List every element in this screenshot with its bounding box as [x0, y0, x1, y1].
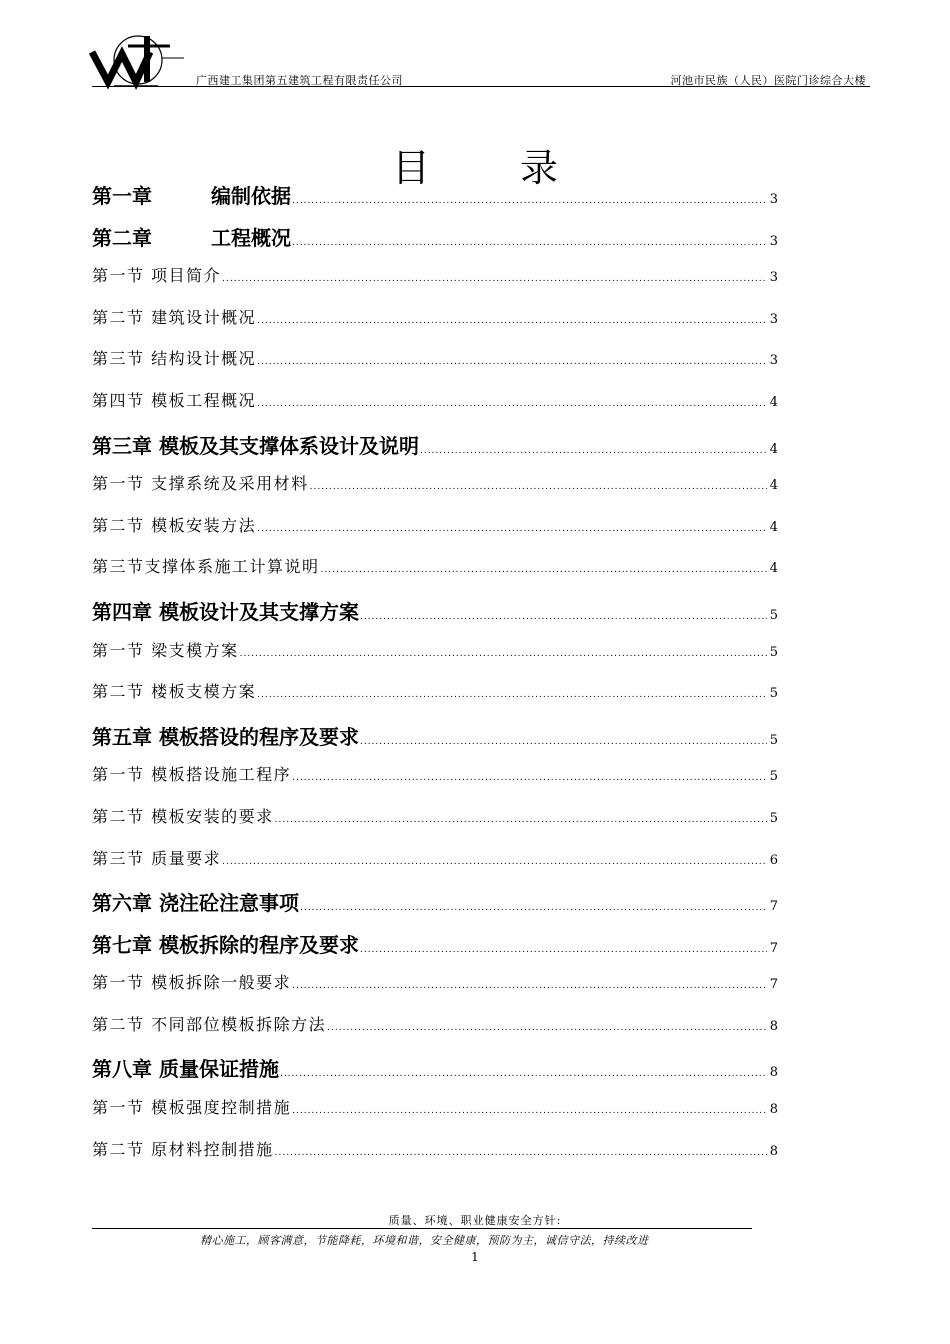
toc-leader-dots [292, 1106, 767, 1116]
toc-page-number: 3 [769, 311, 778, 327]
toc-entry-label [92, 596, 359, 625]
toc-entry-number: 第二节 [92, 515, 145, 535]
toc-entry-text: 模板工程概况 [151, 390, 257, 410]
toc-entry-label [92, 263, 221, 286]
toc-entry-label [92, 346, 256, 369]
toc-chapter[interactable] [92, 1053, 778, 1095]
toc-section[interactable] [92, 388, 778, 430]
toc-leader-dots [257, 357, 767, 367]
toc-entry-number: 第六章 [92, 891, 152, 916]
toc-entry-text: 质量要求 [151, 848, 222, 868]
toc-section[interactable] [92, 346, 778, 388]
toc-entry-number: 第一节 [92, 266, 145, 286]
toc-entry-text: 质量保证措施 [158, 1057, 279, 1082]
toc-entry-number: 第二节 [92, 1139, 145, 1159]
toc-entry-text: 建筑设计概况 [151, 307, 257, 327]
company-logo [88, 30, 188, 92]
toc-chapter[interactable] [92, 929, 778, 971]
toc-leader-dots [240, 649, 767, 659]
toc-page-number: 7 [769, 977, 778, 993]
toc-entry-number: 第三节 [92, 349, 145, 369]
toc-leader-dots [257, 524, 767, 534]
page-number: 1 [471, 1250, 479, 1264]
toc-entry-number: 第四章 [92, 599, 152, 624]
toc-entry-label [92, 1053, 279, 1082]
toc-entry-label [92, 513, 256, 536]
toc-leader-dots [310, 482, 767, 492]
toc-section[interactable] [92, 1012, 778, 1054]
toc-entry-text: 模板安装的要求 [151, 806, 274, 826]
toc-entry-label [92, 887, 299, 916]
toc-entry-number: 第一节 [92, 1098, 145, 1118]
toc-entry-text: 浇注砼注意事项 [158, 891, 299, 916]
toc-entry-text: 编制依据 [210, 184, 291, 208]
toc-entry-number: 第五章 [92, 724, 152, 749]
footer-policy: 精心施工，顾客满意，节能降耗，环境和谐，安全健康，预防为主，诚信守法，持续改进 [200, 1234, 649, 1247]
toc-entry-text: 模板安装方法 [151, 515, 257, 535]
toc-page-number: 4 [769, 561, 778, 577]
toc-leader-dots [275, 1148, 767, 1158]
toc-entry-text: 不同部位模板拆除方法 [151, 1014, 327, 1034]
toc-entry-text: 模板搭设的程序及要求 [158, 724, 359, 749]
toc-page-number: 3 [769, 233, 778, 249]
toc-page-number: 4 [769, 394, 778, 410]
toc-page-number: 3 [769, 270, 778, 286]
toc-leader-dots [257, 690, 767, 700]
toc-page-number: 5 [769, 732, 778, 748]
header-project-name: 河池市民族（人民）医院门诊综合大楼 [670, 74, 866, 87]
toc-entry-number: 第三节 [92, 848, 145, 868]
toc-entry-number: 第三章 [92, 433, 152, 458]
toc-page-number: 3 [769, 353, 778, 369]
toc-page-number: 5 [769, 810, 778, 826]
toc-leader-dots [360, 945, 767, 955]
page-title: 目录 [391, 146, 648, 191]
toc-section[interactable] [92, 638, 778, 680]
toc-entry-number: 第四节 [92, 390, 145, 410]
toc-entry-label [92, 471, 309, 494]
toc-entry-label [92, 804, 274, 827]
toc-section[interactable] [92, 1137, 778, 1179]
footer-rule [92, 1228, 752, 1229]
toc-entry-number: 第二章 [92, 225, 152, 250]
toc-entry-text: 结构设计概况 [151, 349, 257, 369]
toc-leader-dots [360, 612, 767, 622]
toc-leader-dots [257, 399, 767, 409]
toc-leader-dots [321, 565, 767, 575]
toc-chapter[interactable] [92, 180, 778, 222]
toc-page-number: 5 [769, 686, 778, 702]
toc-entry-text: 支撑体系施工计算说明 [144, 557, 320, 577]
toc-leader-dots [257, 316, 767, 326]
toc-page-number: 8 [769, 1102, 778, 1118]
toc-leader-dots [292, 238, 767, 248]
toc-chapter[interactable] [92, 721, 778, 763]
toc-entry-number: 第二节 [92, 682, 145, 702]
toc-entry-label [92, 305, 256, 328]
toc-section[interactable] [92, 513, 778, 555]
toc-entry-number: 第一节 [92, 640, 145, 660]
toc-entry-text: 模板强度控制措施 [151, 1098, 292, 1118]
toc-leader-dots [327, 1023, 767, 1033]
toc-leader-dots [292, 196, 767, 206]
toc-page-number: 4 [769, 478, 778, 494]
toc-entry-text: 原材料控制措施 [151, 1139, 274, 1159]
toc-entry-label [92, 970, 291, 993]
toc-section[interactable] [92, 679, 778, 721]
toc-entry-label [92, 1012, 326, 1035]
toc-entry-text: 模板拆除一般要求 [151, 973, 292, 993]
toc-section[interactable] [92, 970, 778, 1012]
header-company-name: 广西建工集团第五建筑工程有限责任公司 [196, 74, 403, 87]
toc-entry-label [92, 554, 320, 577]
toc-entry-number: 第八章 [92, 1057, 152, 1082]
toc-entry-label [92, 388, 256, 411]
toc-leader-dots [292, 773, 767, 783]
toc-section[interactable] [92, 846, 778, 888]
toc-entry-text: 支撑系统及采用材料 [151, 474, 309, 494]
toc-section[interactable] [92, 263, 778, 305]
toc-entry-number: 第七章 [92, 932, 152, 957]
toc-leader-dots [275, 815, 767, 825]
toc-section[interactable] [92, 804, 778, 846]
toc-entry-number: 第三节 [92, 557, 145, 577]
toc-entry-text: 模板搭设施工程序 [151, 765, 292, 785]
toc-page-number: 4 [769, 519, 778, 535]
toc-section[interactable] [92, 471, 778, 513]
toc-page-number: 7 [769, 940, 778, 956]
toc-page-number: 8 [769, 1018, 778, 1034]
toc-leader-dots [292, 981, 767, 991]
toc-leader-dots [222, 857, 767, 867]
toc-entry-label [92, 762, 291, 785]
toc-entry-label [92, 929, 359, 958]
header-rule [92, 86, 870, 87]
toc-chapter[interactable] [92, 222, 778, 264]
toc-entry-text: 梁支模方案 [151, 640, 239, 660]
toc-entry-text: 项目简介 [151, 266, 222, 286]
toc-entry-label [92, 846, 221, 869]
toc-page-number: 8 [769, 1065, 778, 1081]
toc-leader-dots [280, 1069, 767, 1079]
toc-leader-dots [300, 903, 767, 913]
toc-entry-number: 第一章 [92, 184, 152, 208]
toc-entry-number: 第一节 [92, 474, 145, 494]
toc-entry-number: 第一节 [92, 765, 145, 785]
toc-entry-text: 模板拆除的程序及要求 [158, 932, 359, 957]
toc-entry-label [92, 222, 291, 251]
toc-chapter[interactable] [92, 596, 778, 638]
toc-entry-number: 第二节 [92, 806, 145, 826]
toc-section[interactable] [92, 1095, 778, 1137]
toc-entry-text: 工程概况 [210, 225, 291, 250]
toc-entry-text: 模板设计及其支撑方案 [158, 599, 359, 624]
toc-page-number: 4 [769, 441, 778, 457]
toc-page-number: 8 [769, 1143, 778, 1159]
toc-page-number: 5 [769, 769, 778, 785]
toc-entry-label [92, 1095, 291, 1118]
toc-section[interactable] [92, 762, 778, 804]
toc-leader-dots [222, 274, 767, 284]
toc-leader-dots [360, 737, 767, 747]
toc-page-number: 6 [769, 852, 778, 868]
toc-entry-label [92, 721, 359, 750]
table-of-contents [92, 180, 778, 1178]
toc-entry-text: 楼板支模方案 [151, 682, 257, 702]
toc-leader-dots [420, 446, 767, 456]
toc-section[interactable] [92, 305, 778, 347]
toc-chapter[interactable] [92, 887, 778, 929]
toc-page-number: 7 [769, 899, 778, 915]
toc-entry-label [92, 638, 239, 661]
toc-entry-label [92, 180, 291, 209]
toc-page-number: 3 [769, 192, 778, 207]
toc-section[interactable] [92, 554, 778, 596]
toc-entry-number: 第一节 [92, 973, 145, 993]
toc-page-number: 5 [769, 607, 778, 623]
footer-slogan: 质量、环境、职业健康安全方针: [388, 1214, 562, 1227]
toc-chapter[interactable] [92, 430, 778, 472]
toc-page-number: 5 [769, 644, 778, 660]
toc-entry-label [92, 1137, 274, 1160]
toc-entry-number: 第二节 [92, 307, 145, 327]
toc-entry-number: 第二节 [92, 1014, 145, 1034]
toc-entry-label [92, 430, 419, 459]
toc-entry-text: 模板及其支撑体系设计及说明 [158, 433, 419, 458]
toc-entry-label [92, 679, 256, 702]
